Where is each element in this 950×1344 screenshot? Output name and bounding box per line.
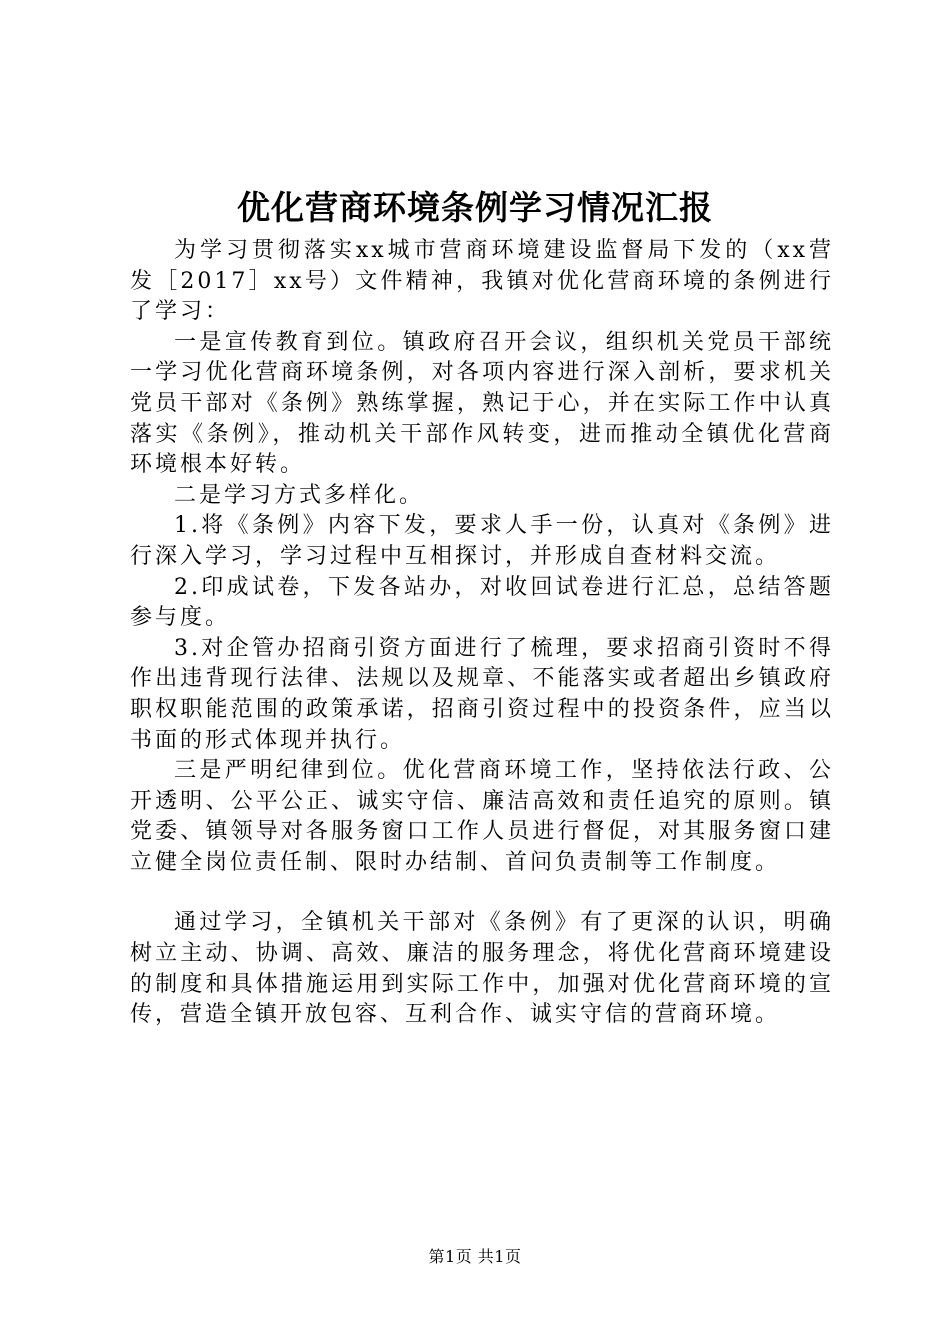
section-two-item-2: 2.印成试卷，下发各站办，对收回试卷进行汇总，总结答题参与度。 — [130, 574, 834, 631]
document-body — [130, 236, 834, 1031]
document-title: 优化营商环境条例学习情况汇报 — [237, 188, 713, 227]
section-three-paragraph: 三是严明纪律到位。优化营商环境工作，坚持依法行政、公开透明、公平公正、诚实守信、廉洁高效和责任追究的原则。镇党委、镇领导对各服务窗口工作人员进行督促，对其服务窗口建立健全岗位责任制、限时办结制、首问负责制等工作制度。 — [130, 758, 834, 875]
section-two-item-3: 3.对企管办招商引资方面进行了梳理，要求招商引资时不得作出违背现行法律、法规以及规章、不能落实或者超出乡镇政府职权职能范围的政策承诺，招商引资过程中的投资条件，应当以书面的形式体现并执行。 — [130, 635, 834, 753]
section-one-paragraph: 一是宣传教育到位。镇政府召开会议，组织机关党员干部统一学习优化营商环境条例，对各项内容进行深入剖析，要求机关党员干部对《条例》熟练掌握，熟记于心，并在实际工作中认真落实《条例》，推动机关干部作风转变，进而推动全镇优化营商环境根本好转。 — [130, 329, 834, 478]
intro-paragraph: 为学习贯彻落实xx城市营商环境建设监督局下发的（xx营发［2017］xx号）文件精神，我镇对优化营商环境的条例进行了学习： — [130, 238, 834, 325]
section-two-heading: 二是学习方式多样化。 — [174, 482, 425, 508]
page-footer: 第1页 共1页 — [428, 1247, 522, 1266]
conclusion-paragraph: 通过学习，全镇机关干部对《条例》有了更深的认识，明确树立主动、协调、高效、廉洁的服务理念，将优化营商环境建设的制度和具体措施运用到实际工作中，加强对优化营商环境的宣传，营造全镇开放包容、互利合作、诚实守信的营商环境。 — [130, 910, 834, 1028]
section-two-item-1: 1.将《条例》内容下发，要求人手一份，认真对《条例》进行深入学习，学习过程中互相探讨，并形成自查材料交流。 — [130, 513, 834, 569]
